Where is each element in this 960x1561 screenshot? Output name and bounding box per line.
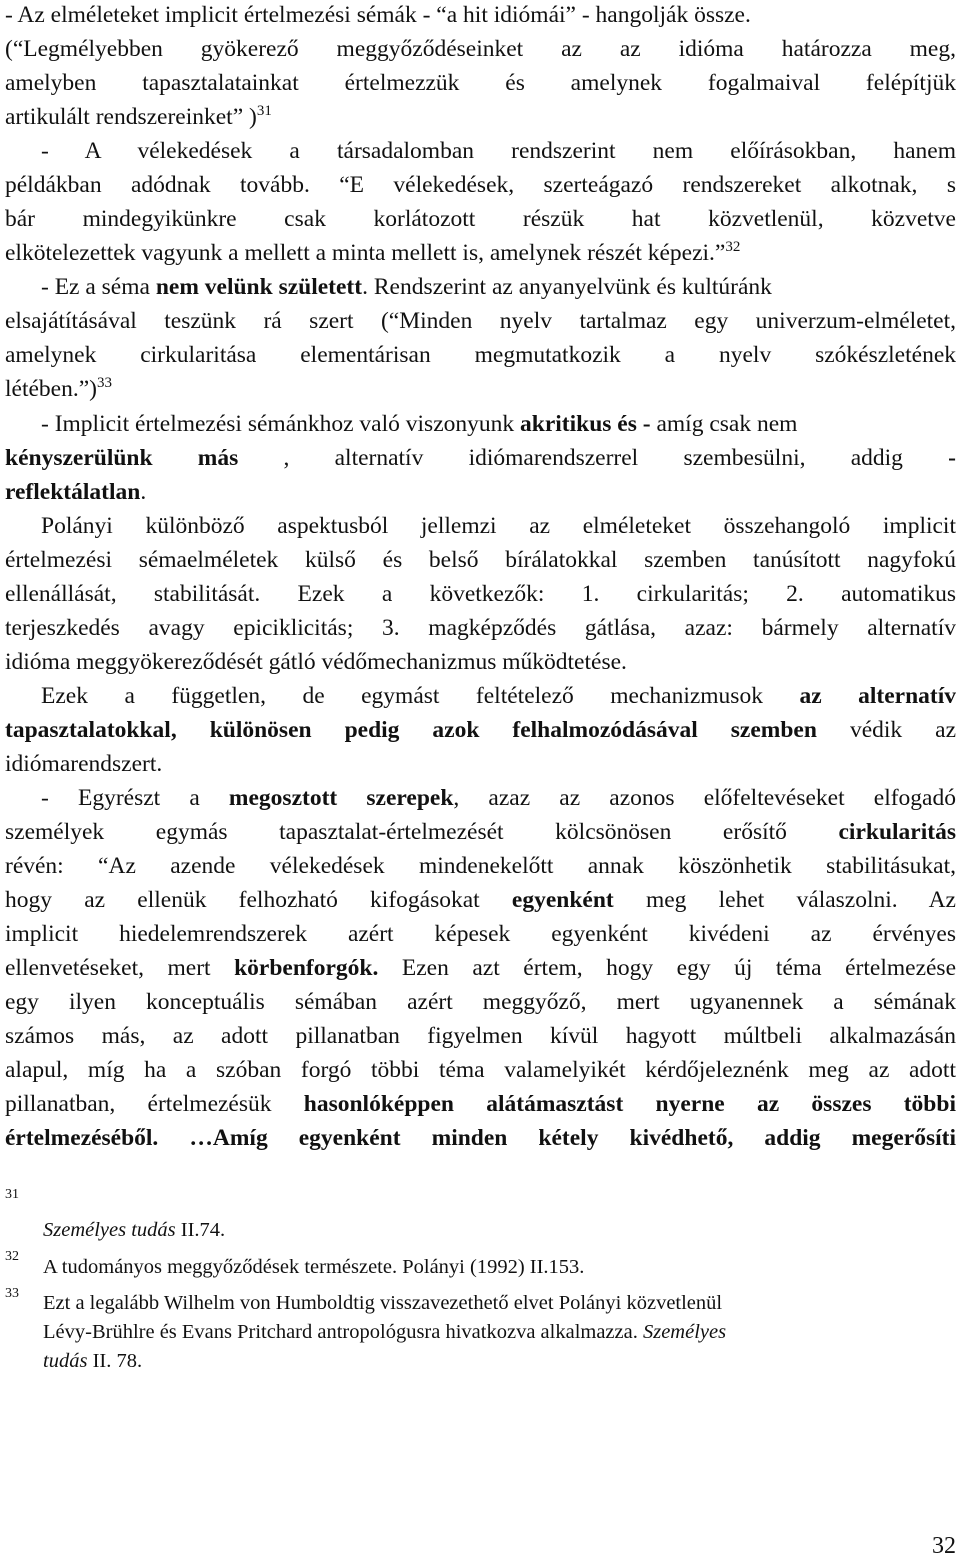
text-line: elkötelezettek vagyunk a mellett a minta mellett is, amelynek részét képezi.”$^{32}$	[5, 239, 741, 266]
text-line: személyek egymás tapasztalat-értelmezését kölcsönösen erősítő cirkularitás	[5, 819, 956, 845]
text-line: (“Legmélyebben gyökerező meggyőződéseinket az az idióma határozza meg,	[5, 36, 956, 62]
footnote-text: A tudományos meggyőződések természete. Polányi (1992) II.153.	[43, 1256, 585, 1278]
text-line: Polányi különböző aspektusból jellemzi az elméleteket összehangoló implicit	[41, 513, 956, 539]
text-line: ellenállását, stabilitását. Ezek a következők: 1. cirkularitás; 2. automatikus	[5, 581, 956, 607]
text-line: - Ez a séma nem velünk született. Rendszerint az anyanyelvünk és kultúránk	[41, 274, 772, 300]
text-line: idiómarendszert.	[5, 751, 163, 777]
footnote-ref: 33	[96, 375, 112, 391]
text-line: egy ilyen konceptuális sémában azért meggyőző, mert ugyanennek a sémának	[5, 989, 956, 1015]
text-line: - Egyrészt a megosztott szerepek, azaz az azonos előfeltevéseket elfogadó	[41, 785, 956, 811]
text-line: hogy az ellenük felhozható kifogásokat egyenként meg lehet válaszolni. Az	[5, 887, 956, 913]
page-number: 32	[932, 1533, 956, 1559]
footnote-number: 33	[5, 1286, 19, 1301]
text-line: Ezek a független, de egymást feltételező mechanizmusok az alternatív	[41, 683, 956, 709]
footnote-text: tudás II. 78.	[43, 1350, 143, 1372]
footnote-text: Személyes tudás II.74.	[43, 1219, 226, 1241]
footnote-ref: 32	[725, 239, 741, 255]
text-line: bár mindegyikünkre csak korlátozott részük hat közvetlenül, közvetve	[5, 206, 956, 232]
footnote-text: Lévy-Brühlre és Evans Pritchard antropológusra hivatkozva alkalmazza. Személyes	[43, 1321, 727, 1343]
text-line: - Az elméleteket implicit értelmezési sémák - “a hit idiómái” - hangolják össze.	[5, 2, 751, 28]
text-line: - A vélekedések a társadalomban rendszerint nem előírásokban, hanem	[41, 138, 956, 164]
text-line: - Implicit értelmezési sémánkhoz való viszonyunk akritikus és - amíg csak nem	[41, 411, 798, 437]
text-line: amelyben tapasztalatainkat értelmezzük és amelynek fogalmaival felépítjük	[5, 70, 956, 96]
text-line: artikulált rendszereinket” )$^{31}$	[5, 103, 272, 130]
text-line: értelmezési sémaelméletek külső és belső bírálatokkal szemben tanúsított nagyfokú	[5, 547, 956, 573]
footnote-text: Ezt a legalább Wilhelm von Humboldtig visszavezethető elvet Polányi közvetlenül	[43, 1292, 723, 1314]
text-line: alapul, míg ha a szóban forgó többi téma valamelyikét kérdőjeleznénk meg az adott	[5, 1057, 956, 1083]
text-line: ellenvetéseket, mert körbenforgók. Ezen azt értem, hogy egy új téma értelmezése	[5, 955, 956, 981]
text-line: pillanatban, értelmezésük hasonlóképpen alátámasztást nyerne az összes többi	[5, 1091, 956, 1117]
footnote-ref: 31	[256, 103, 272, 119]
text-line: révén: “Az azende vélekedések mindenekelőtt annak köszönhetik stabilitásukat,	[5, 853, 956, 879]
text-line: létében.”)$^{33}$	[5, 375, 112, 402]
text-line: amelynek cirkularitása elementárisan megmutatkozik a nyelv szókészletének	[5, 342, 956, 368]
text-line: tapasztalatokkal, különösen pedig azok felhalmozódásával szemben védik az	[5, 717, 956, 743]
footnote-number: 32	[5, 1249, 19, 1264]
text-line: kényszerülünk más , alternatív idiómarendszerrel szembesülni, addig -	[5, 445, 956, 471]
text-line: példákban adódnak tovább. “E vélekedések, szerteágazó rendszereket alkotnak, s	[5, 172, 956, 198]
text-line: idióma meggyökereződését gátló védőmechanizmus működtetése.	[5, 649, 627, 675]
text-line: implicit hiedelemrendszerek azért képesek egyenként kivédeni az érvényes	[5, 921, 956, 947]
footnote-number: 31	[5, 1187, 19, 1202]
text-line: elsajátításával teszünk rá szert (“Minden nyelv tartalmaz egy univerzum-elméletet,	[5, 308, 956, 334]
text-line: értelmezéséből. …Amíg egyenként minden kétely kivédhető, addig megerősíti	[5, 1125, 956, 1151]
text-line: számos más, az adott pillanatban figyelmen kívül hagyott múltbeli alkalmazásán	[5, 1023, 956, 1049]
text-line: terjeszkedés avagy epiciklicitás; 3. magképződés gátlása, azaz: bármely alternatív	[5, 615, 956, 641]
text-line: reflektálatlan.	[5, 479, 147, 505]
